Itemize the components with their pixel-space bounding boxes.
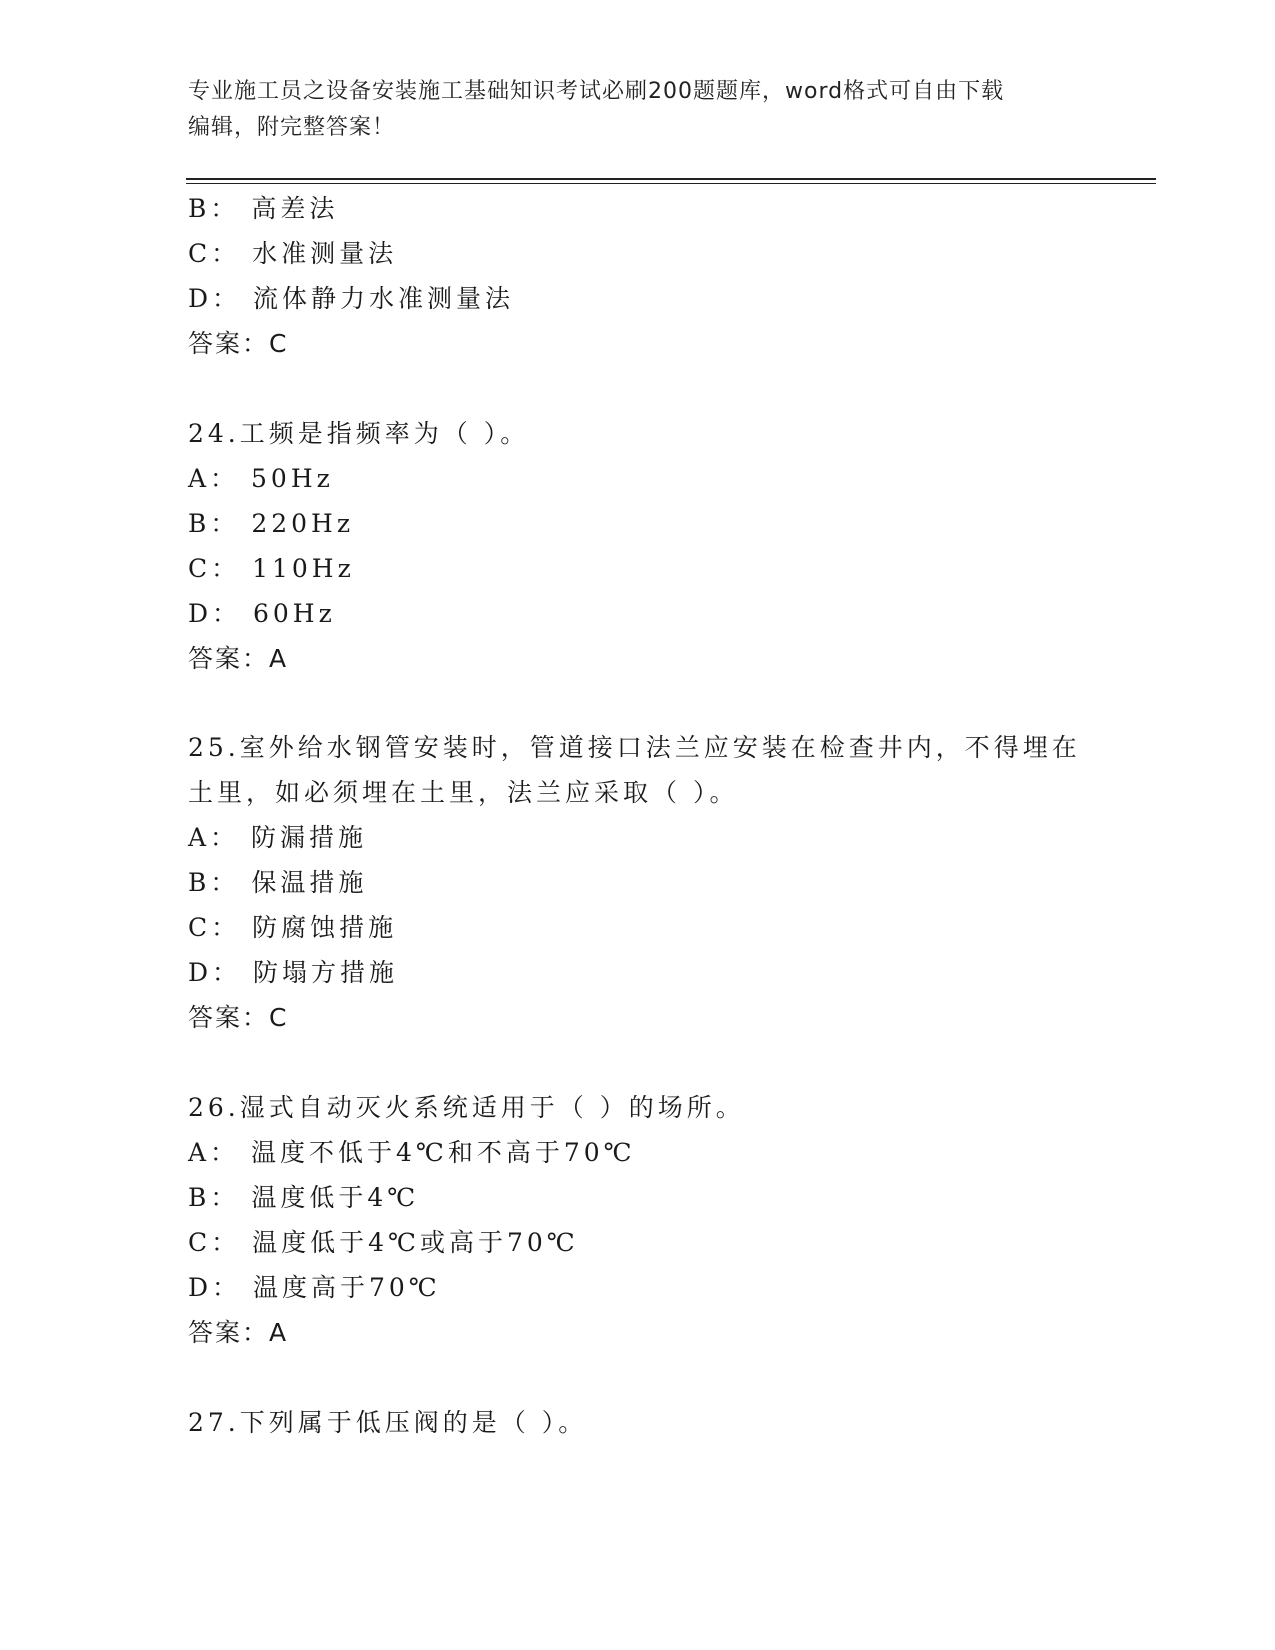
q25-answer: 答案：C	[188, 1003, 289, 1032]
q26-option-d: D： 温度高于70℃	[188, 1273, 441, 1302]
q25-option-b: B： 保温措施	[188, 868, 368, 897]
q24-option-b: B： 220Hz	[188, 509, 355, 538]
q25-option-d: D： 防塌方措施	[188, 958, 398, 987]
q23-option-c: C： 水准测量法	[188, 239, 398, 268]
q26-option-a: A： 温度不低于4℃和不高于70℃	[188, 1138, 636, 1167]
q24-option-d: D： 60Hz	[188, 599, 336, 628]
q25-question-line-2: 土里，如必须埋在土里，法兰应采取（ ）。	[188, 778, 739, 807]
q26-answer: 答案：A	[188, 1318, 289, 1347]
header-divider-thick	[186, 178, 1156, 180]
q24-answer: 答案：A	[188, 644, 289, 673]
header-line-1: 专业施工员之设备安装施工基础知识考试必刷200题题库，word格式可自由下载	[188, 79, 1005, 104]
q26-option-c: C： 温度低于4℃或高于70℃	[188, 1228, 579, 1257]
q26-option-b: B： 温度低于4℃	[188, 1183, 420, 1212]
q25-option-c: C： 防腐蚀措施	[188, 913, 398, 942]
q23-option-d: D： 流体静力水准测量法	[188, 284, 514, 313]
q24-question: 24.工频是指频率为（ ）。	[188, 419, 530, 448]
q25-option-a: A： 防漏措施	[188, 823, 368, 852]
q23-answer: 答案：C	[188, 329, 289, 358]
q27-question: 27.下列属于低压阀的是（ ）。	[188, 1408, 588, 1437]
q24-option-c: C： 110Hz	[188, 554, 355, 583]
document-header	[188, 74, 1088, 146]
q25-question-line-1: 25.室外给水钢管安装时，管道接口法兰应安装在检查井内，不得埋在	[188, 733, 1081, 762]
q26-question: 26.湿式自动灭火系统适用于（ ）的场所。	[188, 1093, 745, 1122]
header-divider-thin	[186, 183, 1156, 184]
q24-option-a: A： 50Hz	[188, 464, 334, 493]
q23-option-b: B： 高差法	[188, 194, 339, 223]
header-line-2: 编辑，附完整答案！	[188, 115, 396, 140]
